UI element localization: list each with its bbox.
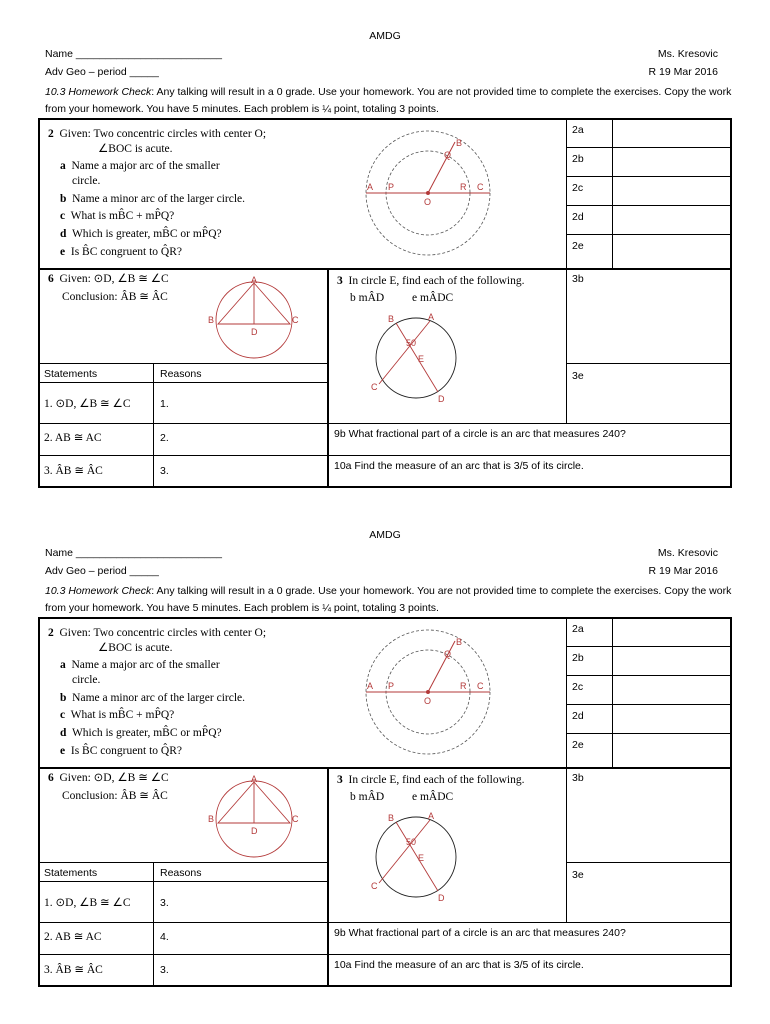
label-a: A bbox=[367, 182, 374, 192]
label-o: O bbox=[424, 197, 432, 207]
label-a: A bbox=[251, 774, 258, 784]
circle-d-figure bbox=[206, 276, 306, 362]
problem-2a: a Name a major arc of the smaller bbox=[60, 659, 220, 671]
problem-2-given-line-2: ∠BOC is acute. bbox=[98, 143, 173, 155]
name-line: Name _________________________ bbox=[45, 48, 222, 60]
problem-2a: a Name a major arc of the smaller bbox=[60, 160, 220, 172]
problem-6-number: 6 bbox=[48, 772, 54, 784]
angle-label: 50 bbox=[406, 837, 417, 847]
problem-2a-cont: circle. bbox=[72, 674, 101, 686]
problem-2-given bbox=[48, 627, 266, 640]
label-e: E bbox=[418, 354, 425, 364]
instructions-text: : Any talking will result in a 0 grade. Use your homework. You are not provided time to complete the exercises. Copy the work from your homework. You have 5 minutes. Each problem is ¼ point, totaling 3 points. bbox=[45, 585, 732, 614]
angle-label: 50 bbox=[406, 338, 417, 348]
problem-6-conclusion: Conclusion: ÂB ≅ ÂC bbox=[62, 291, 168, 303]
concentric-circles-figure bbox=[360, 625, 484, 765]
answer-label-2a: 2a bbox=[572, 124, 584, 136]
answer-label-2d: 2d bbox=[572, 710, 584, 722]
class-line: Adv Geo – period _____ bbox=[45, 565, 159, 577]
problem-2c: c What is mB̂C + mP̂Q? bbox=[60, 210, 175, 222]
label-d: D bbox=[251, 327, 258, 337]
header-title: AMDG bbox=[369, 529, 401, 541]
label-a: A bbox=[251, 275, 258, 285]
question-10a: 10a Find the measure of an arc that is 3/5 of its circle. bbox=[334, 959, 584, 971]
problem-3-text: 3 In circle E, find each of the following. bbox=[337, 275, 525, 287]
center-point bbox=[426, 191, 430, 195]
concentric-circles-figure bbox=[360, 126, 484, 266]
proof-header-statements: Statements bbox=[44, 867, 98, 879]
label-c: C bbox=[477, 681, 484, 691]
question-9b: 9b What fractional part of a circle is an arc that measures 240? bbox=[334, 428, 626, 440]
label-b: B bbox=[388, 813, 395, 823]
problem-6-given: 6 Given: ⊙D, ∠B ≅ ∠C bbox=[48, 273, 169, 285]
proof-statement-2: 2. AB ≅ AC bbox=[44, 931, 102, 943]
label-o: O bbox=[424, 696, 432, 706]
circle-e-figure bbox=[366, 809, 466, 905]
center-point bbox=[426, 690, 430, 694]
problem-3e: e mÂDC bbox=[412, 791, 454, 803]
quiz-copy-1 bbox=[0, 0, 770, 500]
problem-3b: b mÂD bbox=[350, 791, 385, 803]
answer-label-2e: 2e bbox=[572, 240, 584, 252]
label-b: B bbox=[456, 637, 463, 647]
label-q: Q bbox=[444, 649, 452, 659]
label-e: E bbox=[418, 853, 425, 863]
problem-3-number: 3 bbox=[337, 275, 343, 287]
instructions-title: 10.3 Homework Check bbox=[45, 86, 152, 98]
problem-2e: e Is B̂C congruent to Q̂R? bbox=[60, 246, 183, 258]
label-r: R bbox=[460, 182, 467, 192]
label-a: A bbox=[428, 312, 435, 322]
diameter-bd bbox=[396, 822, 438, 891]
problem-2-number: 2 bbox=[48, 128, 54, 140]
instructions bbox=[45, 583, 735, 617]
label-a: A bbox=[367, 681, 374, 691]
label-c: C bbox=[371, 881, 378, 891]
proof-reason-2: 2. bbox=[160, 432, 169, 444]
problem-2-given bbox=[48, 128, 266, 141]
proof-header-reasons: Reasons bbox=[160, 867, 202, 879]
instructions bbox=[45, 84, 735, 118]
question-9b: 9b What fractional part of a circle is an arc that measures 240? bbox=[334, 927, 626, 939]
label-c: C bbox=[292, 315, 299, 325]
label-b: B bbox=[456, 138, 463, 148]
problem-6-given: 6 Given: ⊙D, ∠B ≅ ∠C bbox=[48, 772, 169, 784]
problem-2a-cont: circle. bbox=[72, 175, 101, 187]
label-a: A bbox=[428, 811, 435, 821]
problem-6-number: 6 bbox=[48, 273, 54, 285]
proof-statement-1: 1. ⊙D, ∠B ≅ ∠C bbox=[44, 897, 131, 909]
instructions-title: 10.3 Homework Check bbox=[45, 585, 152, 597]
circle-e-figure bbox=[366, 310, 466, 406]
class-line: Adv Geo – period _____ bbox=[45, 66, 159, 78]
problem-2c: c What is mB̂C + mP̂Q? bbox=[60, 709, 175, 721]
problem-2b: b Name a minor arc of the larger circle. bbox=[60, 692, 245, 704]
proof-header-reasons: Reasons bbox=[160, 368, 202, 380]
proof-reason-2: 4. bbox=[160, 931, 169, 943]
proof-reason-1: 1. bbox=[160, 398, 169, 410]
answer-label-2e: 2e bbox=[572, 739, 584, 751]
answer-label-3e: 3e bbox=[572, 370, 584, 382]
diameter-bd bbox=[396, 323, 438, 392]
proof-statement-2: 2. AB ≅ AC bbox=[44, 432, 102, 444]
problem-3-text: 3 In circle E, find each of the following. bbox=[337, 774, 525, 786]
problem-2-given-line-2: ∠BOC is acute. bbox=[98, 642, 173, 654]
proof-reason-3: 3. bbox=[160, 465, 169, 477]
label-p: P bbox=[388, 681, 395, 691]
header-title: AMDG bbox=[369, 30, 401, 42]
teacher-name: Ms. Kresovic bbox=[657, 547, 718, 559]
circle-d-figure bbox=[206, 775, 306, 861]
answer-label-2d: 2d bbox=[572, 211, 584, 223]
label-r: R bbox=[460, 681, 467, 691]
problem-3b: b mÂD bbox=[350, 292, 385, 304]
instructions-text: : Any talking will result in a 0 grade. Use your homework. You are not provided time to complete the exercises. Copy the work from your homework. You have 5 minutes. Each problem is ¼ point, totaling 3 points. bbox=[45, 86, 732, 115]
proof-reason-1: 3. bbox=[160, 897, 169, 909]
label-c: C bbox=[371, 382, 378, 392]
proof-statement-3: 3. ÂB ≅ ÂC bbox=[44, 964, 103, 976]
problem-2b: b Name a minor arc of the larger circle. bbox=[60, 193, 245, 205]
answer-label-2b: 2b bbox=[572, 153, 584, 165]
problem-6-conclusion: Conclusion: ÂB ≅ ÂC bbox=[62, 790, 168, 802]
label-b: B bbox=[208, 814, 215, 824]
date-line: R 19 Mar 2016 bbox=[648, 66, 718, 78]
problem-2d: d Which is greater, mB̂C or mP̂Q? bbox=[60, 228, 222, 240]
label-b: B bbox=[208, 315, 215, 325]
label-b: B bbox=[388, 314, 395, 324]
circle-e bbox=[376, 817, 456, 897]
quiz-copy-2 bbox=[0, 499, 770, 999]
answer-label-3e: 3e bbox=[572, 869, 584, 881]
problem-3e: e mÂDC bbox=[412, 292, 454, 304]
teacher-name: Ms. Kresovic bbox=[657, 48, 718, 60]
answer-label-3b: 3b bbox=[572, 772, 584, 784]
problem-2-given-line-1: Given: Two concentric circles with center O; bbox=[59, 627, 267, 639]
answer-label-2b: 2b bbox=[572, 652, 584, 664]
answer-label-2c: 2c bbox=[572, 681, 584, 693]
label-c: C bbox=[477, 182, 484, 192]
answer-label-3b: 3b bbox=[572, 273, 584, 285]
problem-2d: d Which is greater, mB̂C or mP̂Q? bbox=[60, 727, 222, 739]
proof-statement-1: 1. ⊙D, ∠B ≅ ∠C bbox=[44, 398, 131, 410]
name-line: Name _________________________ bbox=[45, 547, 222, 559]
proof-statement-3: 3. ÂB ≅ ÂC bbox=[44, 465, 103, 477]
answer-label-2c: 2c bbox=[572, 182, 584, 194]
proof-reason-3: 3. bbox=[160, 964, 169, 976]
problem-2e: e Is B̂C congruent to Q̂R? bbox=[60, 745, 183, 757]
label-d: D bbox=[438, 893, 445, 903]
label-d: D bbox=[438, 394, 445, 404]
proof-header-statements: Statements bbox=[44, 368, 98, 380]
question-10a: 10a Find the measure of an arc that is 3/5 of its circle. bbox=[334, 460, 584, 472]
circle-e bbox=[376, 318, 456, 398]
answer-label-2a: 2a bbox=[572, 623, 584, 635]
label-c: C bbox=[292, 814, 299, 824]
label-q: Q bbox=[444, 150, 452, 160]
problem-3-number: 3 bbox=[337, 774, 343, 786]
problem-2-number: 2 bbox=[48, 627, 54, 639]
problem-2-given-line-1: Given: Two concentric circles with center O; bbox=[59, 128, 267, 140]
label-p: P bbox=[388, 182, 395, 192]
label-d: D bbox=[251, 826, 258, 836]
date-line: R 19 Mar 2016 bbox=[648, 565, 718, 577]
